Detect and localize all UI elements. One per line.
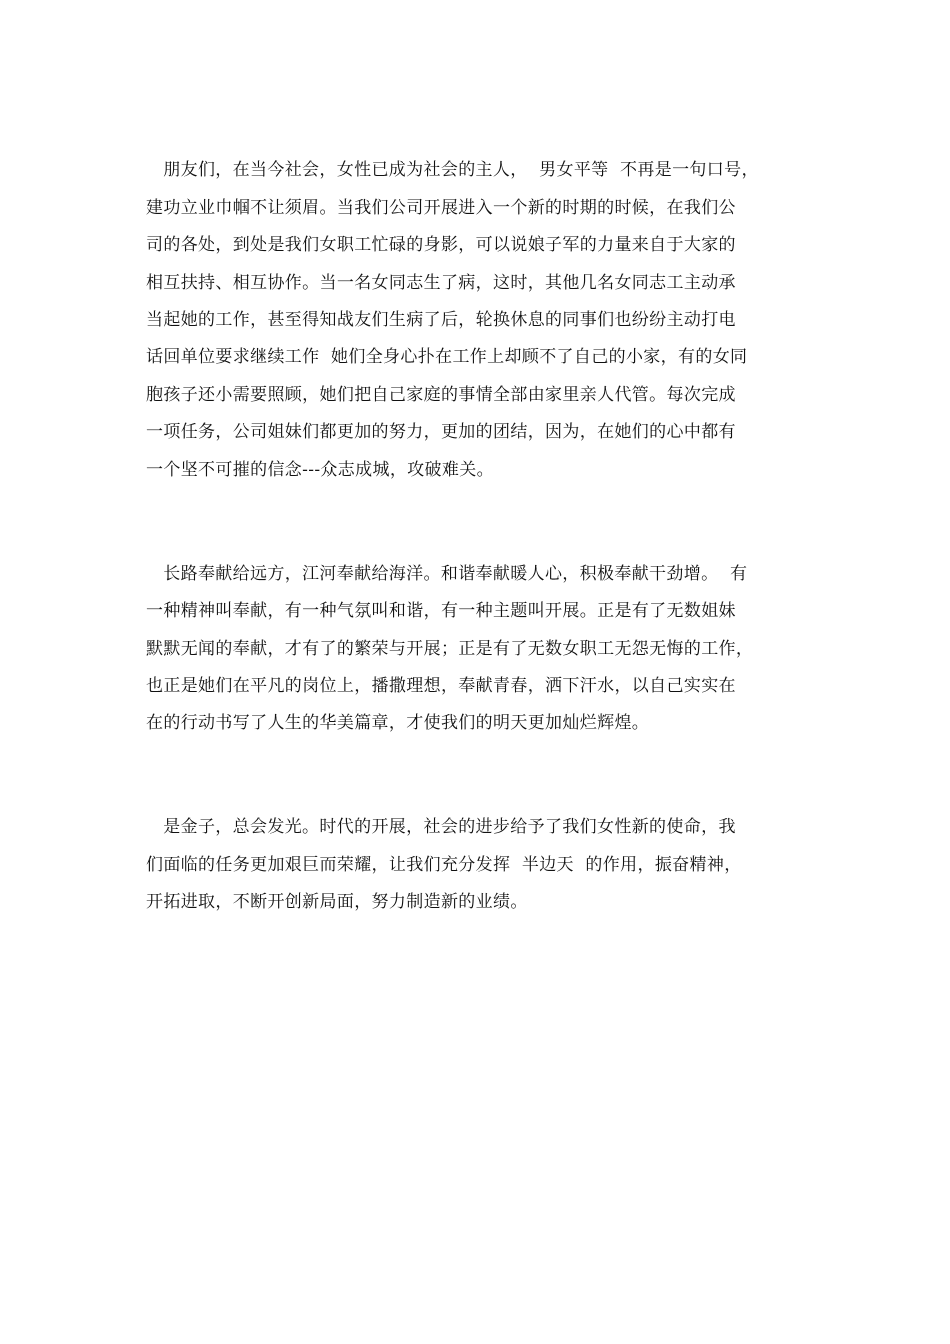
paragraph-line: 胞孩子还小需要照顾，她们把自己家庭的事情全部由家里亲人代管。每次完成	[146, 385, 736, 405]
paragraph-line: 话回单位要求继续工作 她们全身心扑在工作上却顾不了自己的小家，有的女同	[146, 347, 748, 367]
paragraph-line: 一项任务，公司姐妹们都更加的努力，更加的团结，因为，在她们的心中都有	[146, 422, 736, 442]
paragraph-line: 也正是她们在平凡的岗位上，播撒理想，奉献青春，洒下汗水，以自己实实在	[146, 676, 736, 696]
paragraph-line: 当起她的工作，甚至得知战友们生病了后，轮换休息的同事们也纷纷主动打电	[146, 310, 736, 330]
paragraph-line: 们面临的任务更加艰巨而荣耀，让我们充分发挥 半边天 的作用，振奋精神，	[146, 855, 742, 875]
paragraph-line: 建功立业巾帼不让须眉。当我们公司开展进入一个新的时期的时候，在我们公	[146, 198, 736, 218]
paragraph-line: 默默无闻的奉献，才有了的繁荣与开展；正是有了无数女职工无怨无悔的工作，	[146, 639, 754, 659]
paragraph-line: 朋友们，在当今社会，女性已成为社会的主人， 男女平等 不再是一句口号，	[146, 160, 759, 180]
paragraph-line: 是金子，总会发光。时代的开展，社会的进步给予了我们女性新的使命，我	[146, 817, 736, 837]
paragraph-line: 一个坚不可摧的信念---众志成城，攻破难关。	[146, 460, 494, 480]
paragraph-line: 在的行动书写了人生的华美篇章，才使我们的明天更加灿烂辉煌。	[146, 713, 650, 733]
paragraph-line: 开拓进取，不断开创新局面，努力制造新的业绩。	[146, 892, 528, 912]
paragraph-line: 司的各处，到处是我们女职工忙碌的身影，可以说娘子军的力量来自于大家的	[146, 235, 736, 255]
paragraph-line: 长路奉献给远方，江河奉献给海洋。和谐奉献暖人心，积极奉献干劲增。 有	[146, 564, 748, 584]
paragraph-line: 相互扶持、相互协作。当一名女同志生了病，这时，其他几名女同志工主动承	[146, 273, 736, 293]
paragraph-line: 一种精神叫奉献，有一种气氛叫和谐，有一种主题叫开展。正是有了无数姐妹	[146, 601, 736, 621]
